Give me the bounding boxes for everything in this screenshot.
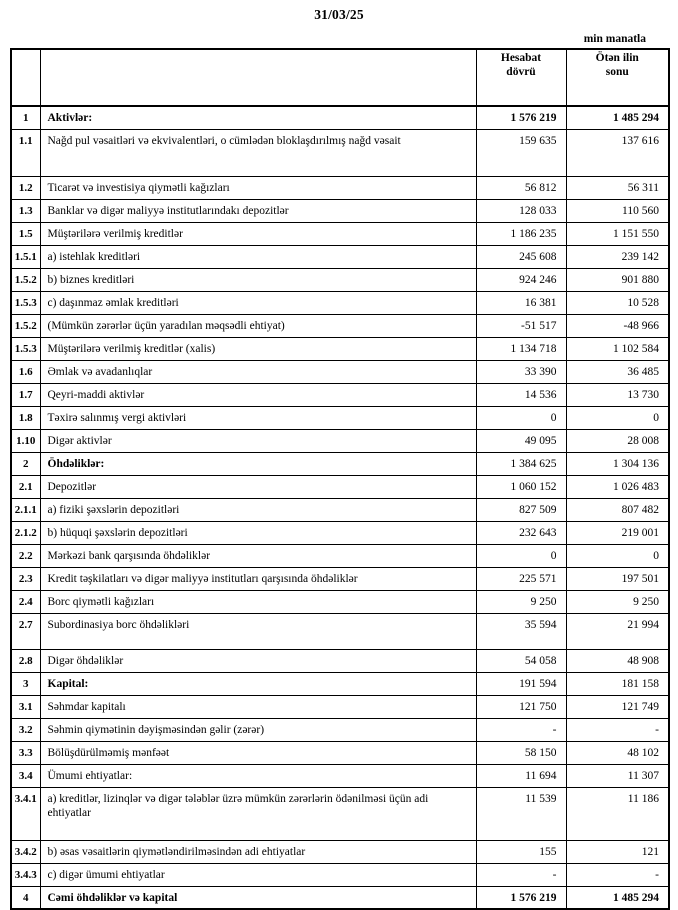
row-label-cell: Kapital: bbox=[40, 672, 476, 695]
table-row bbox=[11, 741, 669, 764]
previous-year-cell: 9 250 bbox=[566, 590, 669, 613]
row-label-cell: Digər öhdəliklər bbox=[40, 649, 476, 672]
current-period-cell: 232 643 bbox=[476, 521, 566, 544]
current-period-cell: 1 576 219 bbox=[476, 106, 566, 129]
previous-year-cell: 13 730 bbox=[566, 383, 669, 406]
row-label-cell: a) fiziki şəxslərin depozitləri bbox=[40, 498, 476, 521]
row-label-cell: Əmlak və avadanlıqlar bbox=[40, 360, 476, 383]
header-current-period bbox=[476, 49, 566, 106]
previous-year-cell: 121 749 bbox=[566, 695, 669, 718]
current-period-cell: - bbox=[476, 863, 566, 886]
previous-year-cell: 901 880 bbox=[566, 268, 669, 291]
row-number-cell: 1.7 bbox=[11, 383, 40, 406]
row-label-cell: b) hüquqi şəxslərin depozitləri bbox=[40, 521, 476, 544]
row-label-cell: Qeyri-maddi aktivlər bbox=[40, 383, 476, 406]
header-row-number bbox=[11, 49, 40, 106]
row-number-cell: 3 bbox=[11, 672, 40, 695]
previous-year-cell: 110 560 bbox=[566, 199, 669, 222]
previous-year-cell: 239 142 bbox=[566, 245, 669, 268]
row-number-cell: 1.5.2 bbox=[11, 268, 40, 291]
current-period-cell: 191 594 bbox=[476, 672, 566, 695]
row-label-cell: Ümumi ehtiyatlar: bbox=[40, 764, 476, 787]
row-number-cell: 1.6 bbox=[11, 360, 40, 383]
table-row bbox=[11, 199, 669, 222]
previous-year-cell: 1 485 294 bbox=[566, 106, 669, 129]
row-label-cell: (Mümkün zərərlər üçün yaradılan məqsədli ehtiyat) bbox=[40, 314, 476, 337]
table-row bbox=[11, 695, 669, 718]
table-row bbox=[11, 337, 669, 360]
table-row bbox=[11, 222, 669, 245]
table-row bbox=[11, 863, 669, 886]
previous-year-cell: 0 bbox=[566, 544, 669, 567]
header-previous-year-end-line2: sonu bbox=[605, 66, 629, 78]
current-period-cell: 16 381 bbox=[476, 291, 566, 314]
row-label-cell: Öhdəliklər: bbox=[40, 452, 476, 475]
row-label-cell: Nağd pul vəsaitləri və ekvivalentləri, o cümlədən bloklaşdırılmış nağd vəsait bbox=[40, 129, 476, 176]
table-body bbox=[11, 106, 669, 909]
report-date-title: 31/03/25 bbox=[314, 7, 364, 22]
row-number-cell: 1.3 bbox=[11, 199, 40, 222]
previous-year-cell: 1 485 294 bbox=[566, 886, 669, 909]
table-row bbox=[11, 787, 669, 840]
row-label-cell: Digər aktivlər bbox=[40, 429, 476, 452]
previous-year-cell: 1 026 483 bbox=[566, 475, 669, 498]
row-number-cell: 4 bbox=[11, 886, 40, 909]
table-row bbox=[11, 452, 669, 475]
previous-year-cell: -48 966 bbox=[566, 314, 669, 337]
row-number-cell: 1.5.3 bbox=[11, 291, 40, 314]
table-row bbox=[11, 613, 669, 649]
row-number-cell: 3.2 bbox=[11, 718, 40, 741]
current-period-cell: 54 058 bbox=[476, 649, 566, 672]
row-label-cell: Müştərilərə verilmiş kreditlər (xalis) bbox=[40, 337, 476, 360]
row-number-cell: 2.3 bbox=[11, 567, 40, 590]
current-period-cell: 0 bbox=[476, 406, 566, 429]
previous-year-cell: 1 102 584 bbox=[566, 337, 669, 360]
current-period-cell: 128 033 bbox=[476, 199, 566, 222]
previous-year-cell: 28 008 bbox=[566, 429, 669, 452]
row-number-cell: 2.4 bbox=[11, 590, 40, 613]
table-row bbox=[11, 521, 669, 544]
header-indicator bbox=[40, 49, 476, 106]
current-period-cell: 14 536 bbox=[476, 383, 566, 406]
table-row bbox=[11, 544, 669, 567]
row-number-cell: 1.1 bbox=[11, 129, 40, 176]
row-number-cell: 3.4 bbox=[11, 764, 40, 787]
table-row bbox=[11, 672, 669, 695]
current-period-cell: 245 608 bbox=[476, 245, 566, 268]
table-row bbox=[11, 840, 669, 863]
current-period-cell: 11 694 bbox=[476, 764, 566, 787]
previous-year-cell: 1 151 550 bbox=[566, 222, 669, 245]
current-period-cell: 58 150 bbox=[476, 741, 566, 764]
table-row bbox=[11, 314, 669, 337]
row-number-cell: 3.4.2 bbox=[11, 840, 40, 863]
current-period-cell: 1 576 219 bbox=[476, 886, 566, 909]
header-row bbox=[11, 49, 669, 106]
row-number-cell: 1.5.3 bbox=[11, 337, 40, 360]
previous-year-cell: 11 186 bbox=[566, 787, 669, 840]
balance-sheet-table bbox=[10, 48, 670, 910]
row-number-cell: 3.4.1 bbox=[11, 787, 40, 840]
previous-year-cell: 181 158 bbox=[566, 672, 669, 695]
table-header bbox=[11, 49, 669, 106]
row-number-cell: 3.1 bbox=[11, 695, 40, 718]
current-period-cell: 33 390 bbox=[476, 360, 566, 383]
previous-year-cell: 0 bbox=[566, 406, 669, 429]
row-number-cell: 1.8 bbox=[11, 406, 40, 429]
row-label-cell: b) biznes kreditləri bbox=[40, 268, 476, 291]
row-number-cell: 1.10 bbox=[11, 429, 40, 452]
header-previous-year-end bbox=[566, 49, 669, 106]
table-row bbox=[11, 886, 669, 909]
table-row bbox=[11, 106, 669, 129]
previous-year-cell: 137 616 bbox=[566, 129, 669, 176]
table-row bbox=[11, 475, 669, 498]
current-period-cell: 225 571 bbox=[476, 567, 566, 590]
row-label-cell: Müştərilərə verilmiş kreditlər bbox=[40, 222, 476, 245]
row-number-cell: 1.5.1 bbox=[11, 245, 40, 268]
header-current-period-line1: Hesabat bbox=[500, 52, 542, 64]
previous-year-cell: - bbox=[566, 863, 669, 886]
previous-year-cell: 11 307 bbox=[566, 764, 669, 787]
current-period-cell: 827 509 bbox=[476, 498, 566, 521]
row-label-cell: Səhmin qiymətinin dəyişməsindən gəlir (zərər) bbox=[40, 718, 476, 741]
row-label-cell: Ticarət və investisiya qiymətli kağızları bbox=[40, 176, 476, 199]
previous-year-cell: 21 994 bbox=[566, 613, 669, 649]
row-label-cell: Banklar və digər maliyyə institutlarındakı depozitlər bbox=[40, 199, 476, 222]
previous-year-cell: 36 485 bbox=[566, 360, 669, 383]
current-period-cell: 1 384 625 bbox=[476, 452, 566, 475]
current-period-cell: -51 517 bbox=[476, 314, 566, 337]
previous-year-cell: 1 304 136 bbox=[566, 452, 669, 475]
row-number-cell: 1.2 bbox=[11, 176, 40, 199]
table-row bbox=[11, 429, 669, 452]
row-label-cell: Depozitlər bbox=[40, 475, 476, 498]
table-row bbox=[11, 383, 669, 406]
current-period-cell: 9 250 bbox=[476, 590, 566, 613]
current-period-cell: 1 134 718 bbox=[476, 337, 566, 360]
table-row bbox=[11, 406, 669, 429]
table-row bbox=[11, 291, 669, 314]
unit-of-measure-note: min manatla bbox=[583, 33, 646, 45]
table-row bbox=[11, 718, 669, 741]
row-label-cell: Təxirə salınmış vergi aktivləri bbox=[40, 406, 476, 429]
row-label-cell: a) istehlak kreditləri bbox=[40, 245, 476, 268]
row-label-cell: c) daşınmaz əmlak kreditləri bbox=[40, 291, 476, 314]
previous-year-cell: 197 501 bbox=[566, 567, 669, 590]
row-label-cell: Bölüşdürülməmiş mənfəət bbox=[40, 741, 476, 764]
previous-year-cell: 121 bbox=[566, 840, 669, 863]
row-label-cell: Cəmi öhdəliklər və kapital bbox=[40, 886, 476, 909]
table-row bbox=[11, 245, 669, 268]
table-row bbox=[11, 268, 669, 291]
row-label-cell: a) kreditlər, lizinqlər və digər tələblər üzrə mümkün zərərlərin ödənilməsi üçün adi ehtiyatlar bbox=[40, 787, 476, 840]
header-current-period-line2: dövrü bbox=[506, 66, 536, 78]
previous-year-cell: 48 908 bbox=[566, 649, 669, 672]
row-label-cell: Borc qiymətli kağızları bbox=[40, 590, 476, 613]
current-period-cell: 0 bbox=[476, 544, 566, 567]
current-period-cell: 924 246 bbox=[476, 268, 566, 291]
current-period-cell: 35 594 bbox=[476, 613, 566, 649]
previous-year-cell: 10 528 bbox=[566, 291, 669, 314]
row-number-cell: 3.4.3 bbox=[11, 863, 40, 886]
row-number-cell: 1.5 bbox=[11, 222, 40, 245]
row-number-cell: 2.7 bbox=[11, 613, 40, 649]
current-period-cell: 1 186 235 bbox=[476, 222, 566, 245]
previous-year-cell: 56 311 bbox=[566, 176, 669, 199]
row-number-cell: 2.1.1 bbox=[11, 498, 40, 521]
table-row bbox=[11, 129, 669, 176]
row-number-cell: 2 bbox=[11, 452, 40, 475]
previous-year-cell: - bbox=[566, 718, 669, 741]
current-period-cell: 49 095 bbox=[476, 429, 566, 452]
row-number-cell: 1 bbox=[11, 106, 40, 129]
table-row bbox=[11, 498, 669, 521]
previous-year-cell: 219 001 bbox=[566, 521, 669, 544]
table-row bbox=[11, 360, 669, 383]
current-period-cell: 159 635 bbox=[476, 129, 566, 176]
row-label-cell: Subordinasiya borc öhdəlikləri bbox=[40, 613, 476, 649]
header-previous-year-end-line1: Ötən ilin bbox=[595, 52, 639, 64]
row-number-cell: 2.1.2 bbox=[11, 521, 40, 544]
table-row bbox=[11, 590, 669, 613]
table-row bbox=[11, 764, 669, 787]
row-number-cell: 2.1 bbox=[11, 475, 40, 498]
row-label-cell: Səhmdar kapitalı bbox=[40, 695, 476, 718]
current-period-cell: 155 bbox=[476, 840, 566, 863]
current-period-cell: - bbox=[476, 718, 566, 741]
row-label-cell: b) əsas vəsaitlərin qiymətləndirilməsindən adi ehtiyatlar bbox=[40, 840, 476, 863]
row-label-cell: Aktivlər: bbox=[40, 106, 476, 129]
table-row bbox=[11, 567, 669, 590]
table-row bbox=[11, 649, 669, 672]
row-number-cell: 1.5.2 bbox=[11, 314, 40, 337]
row-label-cell: c) digər ümumi ehtiyatlar bbox=[40, 863, 476, 886]
row-label-cell: Mərkəzi bank qarşısında öhdəliklər bbox=[40, 544, 476, 567]
row-number-cell: 2.2 bbox=[11, 544, 40, 567]
row-number-cell: 3.3 bbox=[11, 741, 40, 764]
previous-year-cell: 48 102 bbox=[566, 741, 669, 764]
table-row bbox=[11, 176, 669, 199]
current-period-cell: 121 750 bbox=[476, 695, 566, 718]
row-number-cell: 2.8 bbox=[11, 649, 40, 672]
current-period-cell: 1 060 152 bbox=[476, 475, 566, 498]
current-period-cell: 11 539 bbox=[476, 787, 566, 840]
current-period-cell: 56 812 bbox=[476, 176, 566, 199]
previous-year-cell: 807 482 bbox=[566, 498, 669, 521]
row-label-cell: Kredit təşkilatları və digər maliyyə institutları qarşısında öhdəliklər bbox=[40, 567, 476, 590]
